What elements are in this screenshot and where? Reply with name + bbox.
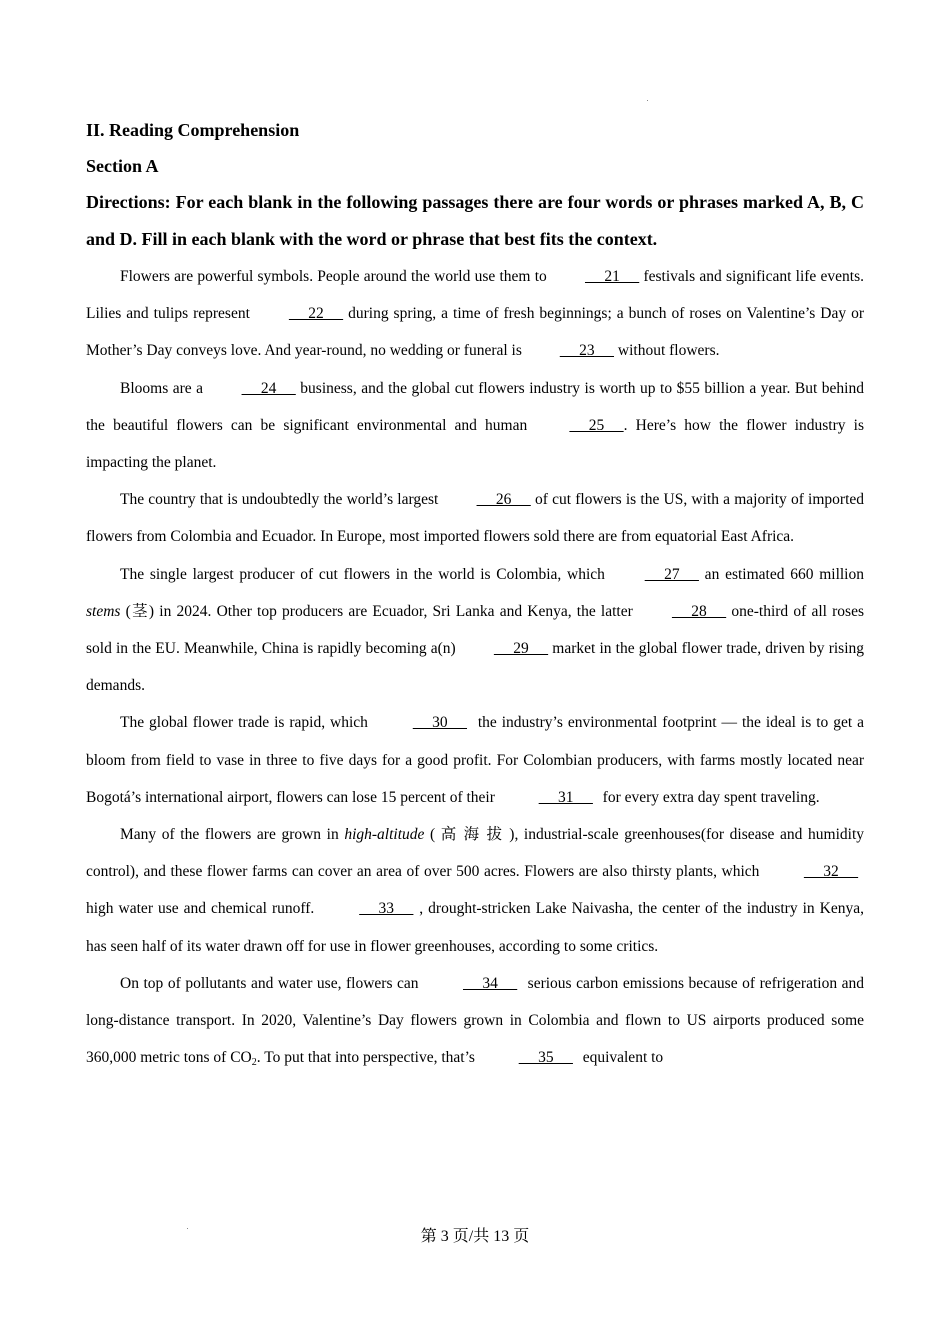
- paragraph-6: Many of the flowers are grown in high-altitude ( 高 海 拔 ), industrial-scale greenhouses(for disease and humidity control), and these flower farms can cover an area of over 500 acres. Flowers are also thirsty plants, which 32 high water use and chemical runoff. 33 , drought-stricken Lake Naivasha, the center of the industry in Kenya, has seen half of its water drawn off for use in flower greenhouses, according to some critics.: [86, 826, 865, 955]
- blank-27[interactable]: 27: [644, 565, 699, 583]
- page-content: [86, 112, 864, 1078]
- blank-29[interactable]: 29: [493, 640, 549, 658]
- paragraph-7: On top of pollutants and water use, flowers can 34 serious carbon emissions because of refrigeration and long-distance transport. In 2020, Valentine’s Day flowers grown in Colombia and flown to US airports produced some 360,000 metric tons of CO2. To put that into perspective, that’s 35 equivalent to: [86, 965, 864, 1079]
- blank-26[interactable]: 26: [476, 491, 531, 509]
- directions-text: Directions: For each blank in the following passages there are four words or phrases marked A, B, C and D. Fill in each blank with the word or phrase that best fits the context.: [86, 192, 864, 249]
- paragraph-3: The country that is undoubtedly the world’s largest 26 of cut flowers is the US, with a majority of imported flowers from Colombia and Ecuador. In Europe, most imported flowers sold there are from equatorial East Africa.: [86, 481, 864, 555]
- paragraph-1: Flowers are powerful symbols. People around the world use them to 21 festivals and significant life events. Lilies and tulips represent 22 during spring, a time of fresh beginnings; a bunch of roses on Valentine’s Day or Mother’s Day conveys love. And year-round, no wedding or funeral is 23 without flowers.: [86, 258, 864, 370]
- blank-30[interactable]: 30: [412, 714, 468, 732]
- section-title: II. Reading Comprehension: [86, 120, 300, 140]
- blank-28[interactable]: 28: [671, 602, 727, 620]
- blank-25[interactable]: 25: [569, 416, 624, 434]
- blank-23[interactable]: 23: [559, 342, 615, 360]
- blank-31[interactable]: 31: [538, 788, 593, 806]
- blank-21[interactable]: 21: [584, 268, 640, 285]
- blank-35[interactable]: 35: [518, 1049, 573, 1067]
- blank-22[interactable]: 22: [288, 305, 344, 323]
- paragraph-2: Blooms are a 24 business, and the global cut flowers industry is worth up to $55 billion a year. But behind the beautiful flowers can be significant environmental and human 25 . Here’s how the flower industry is impacting the planet.: [86, 370, 864, 482]
- paragraph-4: The single largest producer of cut flowers in the world is Colombia, which 27 an estimated 660 million stems (茎) in 2024. Other top producers are Ecuador, Sri Lanka and Kenya, the latter 28 one-third of all roses sold in the EU. Meanwhile, China is rapidly becoming a(n) 29 market in the global flower trade, driven by rising demands.: [86, 556, 864, 705]
- blank-34[interactable]: 34: [462, 974, 518, 992]
- speck-mark: [647, 100, 648, 101]
- blank-33[interactable]: 33: [359, 900, 414, 918]
- subscript-2: 2: [251, 1057, 257, 1069]
- high-altitude-term: high-altitude: [344, 826, 425, 844]
- blank-32[interactable]: 32: [803, 863, 859, 881]
- page-number-footer: 第 3 页/共 13 页: [420, 1228, 530, 1245]
- paragraph-5: The global flower trade is rapid, which 30 the industry’s environmental footprint — the ideal is to get a bloom from field to vase in three to five days for a good profit. For Colombian producers, with farms mostly located near Bogotá’s international airport, flowers can lose 15 percent of their 31 for every extra day spent traveling.: [86, 704, 864, 816]
- stems-term: stems: [86, 602, 121, 620]
- section-subtitle: Section A: [86, 156, 159, 176]
- blank-24[interactable]: 24: [241, 379, 296, 397]
